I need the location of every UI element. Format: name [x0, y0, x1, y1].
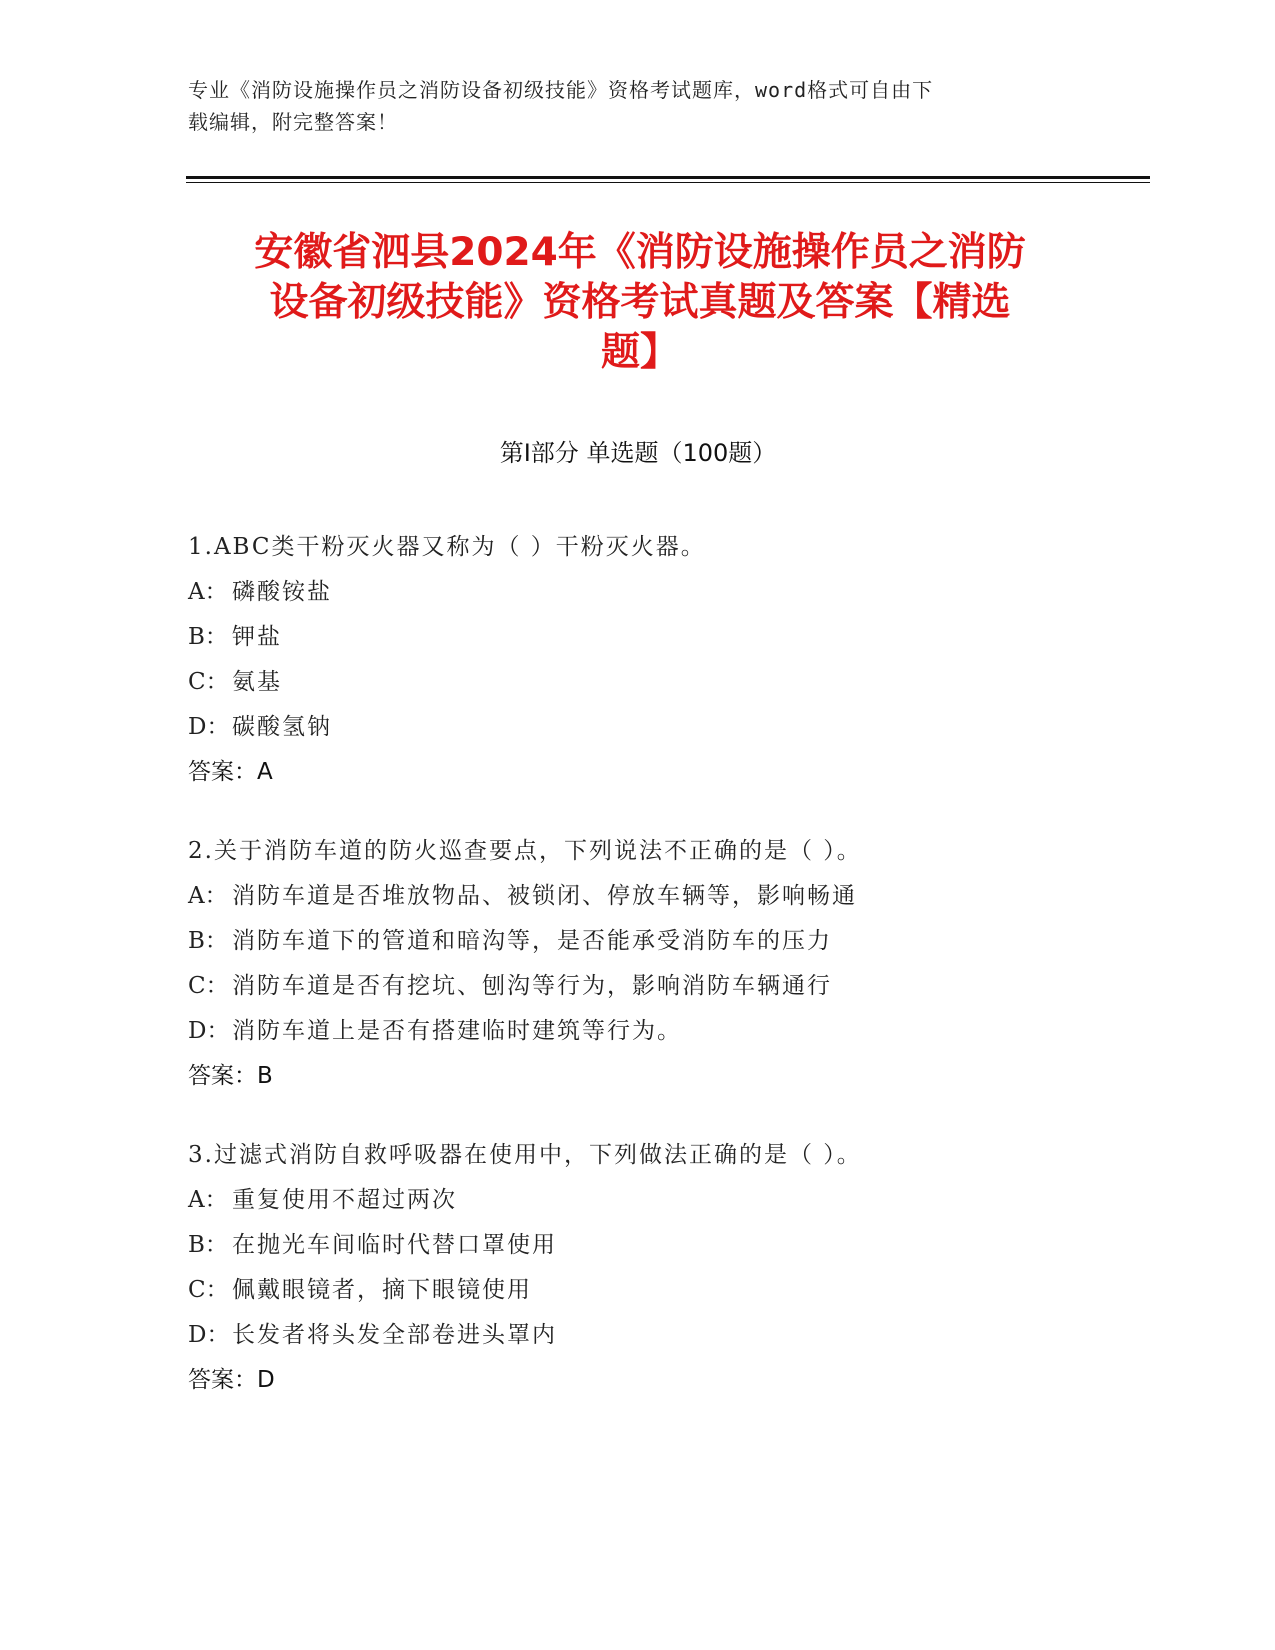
option-d — [188, 705, 1108, 750]
option-c — [188, 964, 1108, 1009]
answer: 答案：A — [188, 759, 273, 785]
option-key: B： — [188, 928, 228, 954]
option-text: 佩戴眼镜者，摘下眼镜使用 — [232, 1277, 532, 1303]
option-key: A： — [188, 883, 228, 909]
option-key: D： — [188, 714, 230, 740]
option-key: D： — [188, 1322, 230, 1348]
option-key: C： — [188, 973, 229, 999]
option-text: 消防车道上是否有搭建临时建筑等行为。 — [232, 1018, 682, 1044]
option-b — [188, 615, 1108, 660]
document-title-line-3: 题】 — [600, 330, 679, 375]
option-a — [188, 570, 1108, 615]
option-key: C： — [188, 669, 229, 695]
option-key: D： — [188, 1018, 230, 1044]
document-title-line-1: 安徽省泗县2024年《消防设施操作员之消防 — [254, 230, 1026, 275]
option-key: B： — [188, 1232, 228, 1258]
question-stem: 1.ABC类干粉灭火器又称为（ ）干粉灭火器。 — [188, 534, 706, 560]
option-d — [188, 1313, 1108, 1358]
option-a — [188, 874, 1108, 919]
option-text: 消防车道是否有挖坑、刨沟等行为，影响消防车辆通行 — [232, 973, 832, 999]
option-b — [188, 919, 1108, 964]
section-title: 第Ⅰ部分 单选题（100题） — [499, 439, 777, 467]
header-divider-thick — [186, 176, 1150, 179]
option-text: 长发者将头发全部卷进头罩内 — [232, 1322, 557, 1348]
option-key: C： — [188, 1277, 229, 1303]
option-text: 消防车道下的管道和暗沟等，是否能承受消防车的压力 — [232, 928, 832, 954]
question-list — [188, 525, 1108, 1437]
option-text: 磷酸铵盐 — [232, 579, 332, 605]
answer: 答案：D — [188, 1367, 275, 1393]
option-text: 碳酸氢钠 — [232, 714, 332, 740]
header-divider-thin — [186, 182, 1150, 183]
option-key: A： — [188, 1187, 228, 1213]
option-text: 重复使用不超过两次 — [232, 1187, 457, 1213]
option-text: 氨基 — [232, 669, 282, 695]
question-3 — [188, 1133, 1108, 1403]
option-text: 钾盐 — [232, 624, 282, 650]
option-c — [188, 660, 1108, 705]
question-2 — [188, 829, 1108, 1099]
document-title-line-2: 设备初级技能》资格考试真题及答案【精选 — [269, 280, 1011, 325]
option-text: 在抛光车间临时代替口罩使用 — [232, 1232, 557, 1258]
document-title — [170, 228, 1110, 378]
option-d — [188, 1009, 1108, 1054]
question-stem: 2.关于消防车道的防火巡查要点，下列说法不正确的是（ ）。 — [188, 838, 862, 864]
option-b — [188, 1223, 1108, 1268]
header-note-line-1: 专业《消防设施操作员之消防设备初级技能》资格考试题库，word格式可自由下 — [188, 78, 934, 102]
question-stem: 3.过滤式消防自救呼吸器在使用中，下列做法正确的是（ ）。 — [188, 1142, 862, 1168]
header-note — [188, 74, 1068, 138]
answer: 答案：B — [188, 1063, 273, 1089]
option-key: B： — [188, 624, 228, 650]
header-note-line-2: 载编辑，附完整答案！ — [188, 110, 398, 134]
option-a — [188, 1178, 1108, 1223]
option-c — [188, 1268, 1108, 1313]
question-1 — [188, 525, 1108, 795]
option-key: A： — [188, 579, 228, 605]
option-text: 消防车道是否堆放物品、被锁闭、停放车辆等，影响畅通 — [232, 883, 857, 909]
